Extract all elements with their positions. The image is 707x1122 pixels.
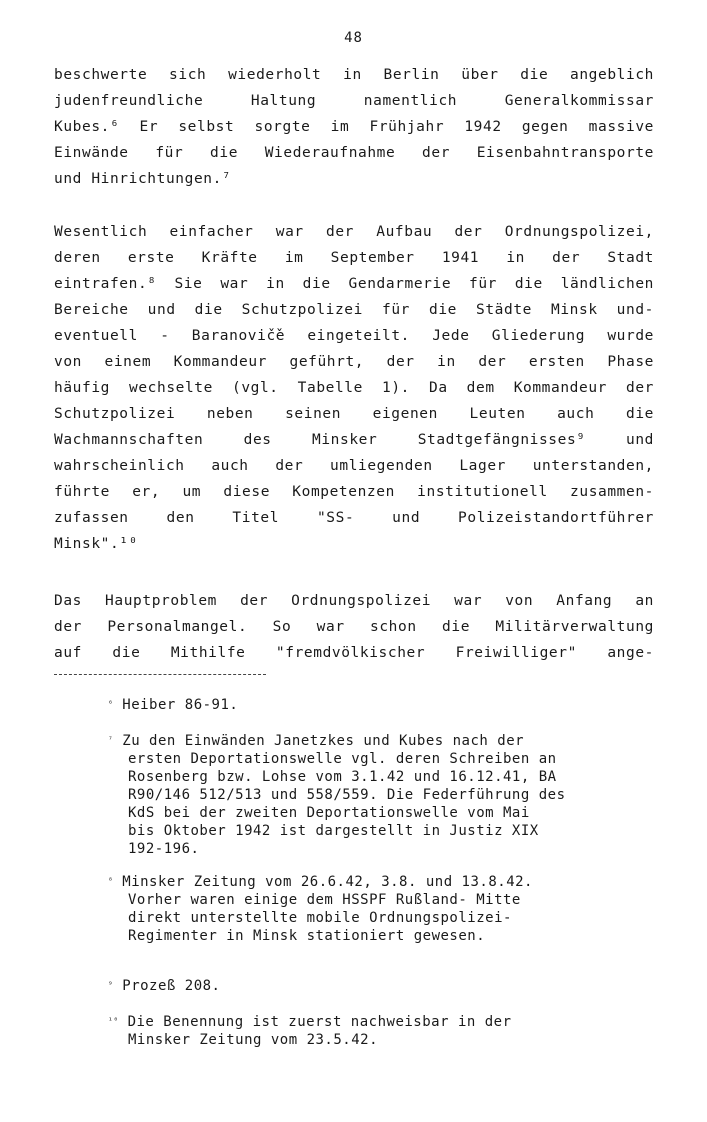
footnote-text: Regimenter in Minsk stationiert gewesen. <box>128 928 486 944</box>
text-line: judenfreundliche Haltung namentlich Generalkommissar <box>54 93 654 109</box>
footnote-marker: ⁸ <box>108 876 114 885</box>
text-line: auf die Mithilfe "fremdvölkischer Freiwilliger" ange- <box>54 645 654 661</box>
footnote-separator <box>54 674 266 675</box>
footnote-marker: ⁹ <box>108 980 114 989</box>
footnote-text: Minsker Zeitung vom 23.5.42. <box>128 1032 379 1048</box>
text-line: eintrafen.⁸ Sie war in die Gendarmerie für die ländlichen <box>54 276 654 292</box>
footnote-text: 192-196. <box>128 841 200 857</box>
footnote-text: direkt unterstellte mobile Ordnungspolizei- <box>128 910 512 926</box>
footnote-text: Vorher waren einige dem HSSPF Rußland- Mitte <box>128 892 521 908</box>
paragraph-1 <box>54 62 654 192</box>
footnote-text: Prozeß 208. <box>122 978 221 994</box>
footnote-text: Minsker Zeitung vom 26.6.42, 3.8. und 13.8.42. <box>122 874 533 890</box>
footnote-6 <box>108 696 668 714</box>
footnote-text: Die Benennung ist zuerst nachweisbar in der <box>127 1014 512 1030</box>
footnote-text: Rosenberg bzw. Lohse vom 3.1.42 und 16.12.41, BA <box>128 769 557 785</box>
text-line: und Hinrichtungen.⁷ <box>54 171 232 187</box>
text-line: Bereiche und die Schutzpolizei für die Städte Minsk und- <box>54 302 654 318</box>
footnote-8 <box>108 873 668 945</box>
footnote-text: ersten Deportationswelle vgl. deren Schreiben an <box>128 751 557 767</box>
text-line: Minsk".¹⁰ <box>54 536 138 552</box>
footnote-text: KdS bei der zweiten Deportationswelle vom Mai <box>128 805 530 821</box>
text-line: Wachmannschaften des Minsker Stadtgefängnisses⁹ und <box>54 432 654 448</box>
paragraph-3 <box>54 588 654 666</box>
footnote-text: Zu den Einwänden Janetzkes und Kubes nach der <box>122 733 525 749</box>
text-line: eventuell - Baranovič̌e eingeteilt. Jede Gliederung wurde <box>54 328 654 344</box>
footnote-marker: ⁷ <box>108 735 114 744</box>
footnote-marker: ⁶ <box>108 699 114 708</box>
text-line: Schutzpolizei neben seinen eigenen Leuten auch die <box>54 406 654 422</box>
text-line: Kubes.⁶ Er selbst sorgte im Frühjahr 1942 gegen massive <box>54 119 654 135</box>
footnote-text: bis Oktober 1942 ist dargestellt in Justiz XIX <box>128 823 539 839</box>
paragraph-2 <box>54 219 654 557</box>
footnote-9 <box>108 977 668 995</box>
text-line: beschwerte sich wiederholt in Berlin über die angeblich <box>54 67 654 83</box>
text-line: deren erste Kräfte im September 1941 in der Stadt <box>54 250 654 266</box>
text-line: Das Hauptproblem der Ordnungspolizei war von Anfang an <box>54 593 654 609</box>
text-line: häufig wechselte (vgl. Tabelle 1). Da dem Kommandeur der <box>54 380 654 396</box>
text-line: von einem Kommandeur geführt, der in der ersten Phase <box>54 354 654 370</box>
footnote-text: Heiber 86-91. <box>122 697 239 713</box>
page-number: 48 <box>344 30 363 46</box>
footnote-7 <box>108 732 668 858</box>
text-line: führte er, um diese Kompetenzen institutionell zusammen- <box>54 484 654 500</box>
text-line: Einwände für die Wiederaufnahme der Eisenbahntransporte <box>54 145 654 161</box>
text-line: der Personalmangel. So war schon die Militärverwaltung <box>54 619 654 635</box>
footnote-10 <box>108 1013 668 1049</box>
footnote-marker: ¹⁰ <box>108 1016 119 1025</box>
text-line: zufassen den Titel "SS- und Polizeistandortführer <box>54 510 654 526</box>
footnote-text: R90/146 512/513 und 558/559. Die Federführung des <box>128 787 566 803</box>
text-line: wahrscheinlich auch der umliegenden Lager unterstanden, <box>54 458 654 474</box>
text-line: Wesentlich einfacher war der Aufbau der Ordnungspolizei, <box>54 224 654 240</box>
